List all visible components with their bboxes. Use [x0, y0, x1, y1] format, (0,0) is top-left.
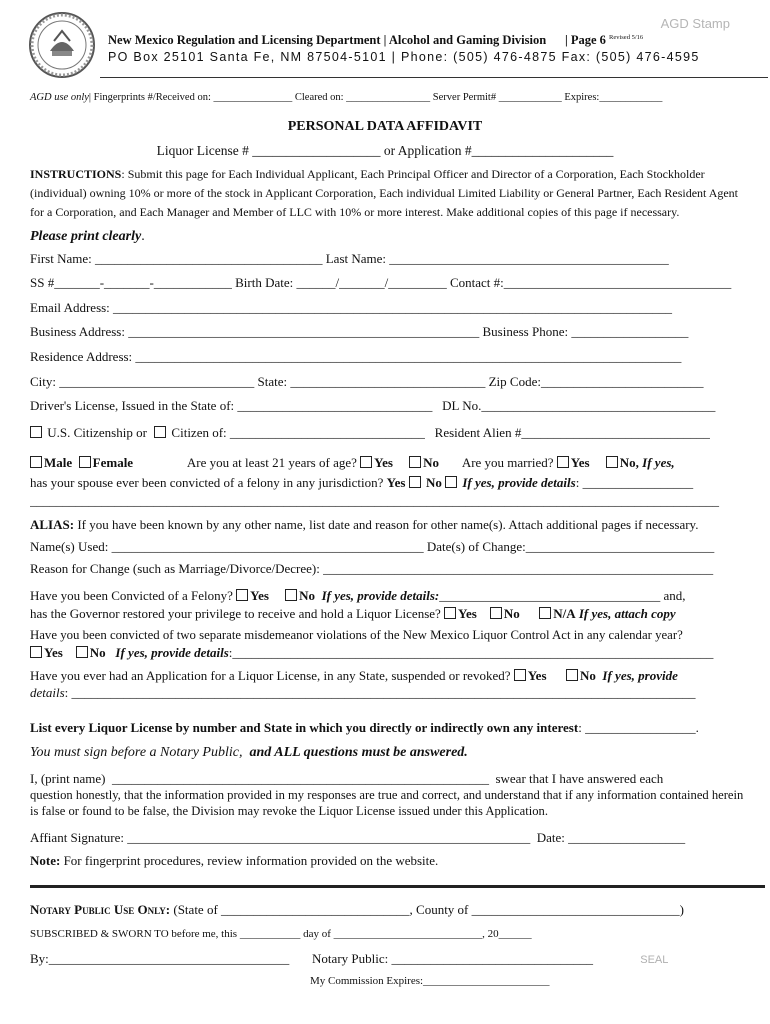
misdemeanor-no-checkbox[interactable] — [76, 646, 88, 658]
age-yes-checkbox[interactable] — [360, 456, 372, 468]
spouse-felony-row: has your spouse ever been convicted of a felony in any jurisdiction? Yes No If yes, provide details: _________________ — [30, 475, 694, 490]
alias-reason-field[interactable]: Reason for Change (such as Marriage/Divorce/Decree): ____________________________________________________________ — [30, 561, 714, 576]
state-seal-logo — [28, 11, 96, 79]
application-details-line[interactable]: details: ________________________________________________________________________________________________ — [30, 685, 696, 700]
spouse-yes-checkbox[interactable] — [409, 476, 421, 488]
department-title: New Mexico Regulation and Licensing Department | Alcohol and Gaming Division | Page 6 $^{Revised 5/16}$ — [108, 33, 644, 47]
married-no-checkbox[interactable] — [606, 456, 618, 468]
revised-date: Revised 5/16 — [609, 33, 644, 41]
felony-yes-checkbox[interactable] — [236, 589, 248, 601]
notary-divider — [30, 885, 765, 888]
governor-yes-checkbox[interactable] — [444, 607, 456, 619]
governor-no-checkbox[interactable] — [490, 607, 502, 619]
governor-na-checkbox[interactable] — [539, 607, 551, 619]
application-yes-checkbox[interactable] — [514, 669, 526, 681]
seal-placeholder: SEAL — [640, 954, 669, 966]
application-no-checkbox[interactable] — [566, 669, 578, 681]
name-fields[interactable]: First Name: ___________________________________ Last Name: ___________________________________________ — [30, 251, 669, 266]
agd-use-line: AGD use only| Fingerprints #/Received on: _______________ Cleared on: ________________ Server Permit# ____________ Expires:____________ — [30, 92, 663, 103]
male-checkbox[interactable] — [30, 456, 42, 468]
commission-expires-line[interactable]: My Commission Expires:_______________________ — [310, 975, 550, 987]
misdemeanor-yes-checkbox[interactable] — [30, 646, 42, 658]
misdemeanor-answer-row: Yes No If yes, provide details:__________________________________________________________________________ — [30, 645, 750, 661]
notary-warning: You must sign before a Notary Public, and ALL questions must be answered. — [30, 745, 468, 760]
affiant-signature-row[interactable]: Affiant Signature: ______________________________________________________________ Date: __________________ — [30, 830, 686, 845]
age-no-checkbox[interactable] — [409, 456, 421, 468]
notary-by-row[interactable]: By:_____________________________________ Notary Public: _______________________________ SEAL — [30, 951, 669, 966]
subscribed-sworn-line[interactable]: SUBSCRIBED & SWORN TO before me, this ___________ day of ___________________________, 20______ — [30, 928, 532, 940]
application-revoked-question: Have you ever had an Application for a Liquor License, in any State, suspended or revoked? Yes No If yes, provide — [30, 668, 678, 683]
female-checkbox[interactable] — [79, 456, 91, 468]
spouse-details-line[interactable]: __________________________________________________________________________________________________________ — [30, 493, 719, 508]
department-address: PO Box 25101 Santa Fe, NM 87504-5101 | Phone: (505) 476-4875 Fax: (505) 476-4595 — [108, 50, 700, 64]
email-field[interactable]: Email Address: ______________________________________________________________________________________ — [30, 300, 673, 315]
alias-names-fields[interactable]: Name(s) Used: ________________________________________________ Date(s) of Change:_____________________________ — [30, 539, 715, 554]
misdemeanor-question: Have you been convicted of two separate misdemeanor violations of the New Mexico Liquor Control Act in any calendar year? — [30, 628, 683, 642]
header-divider — [100, 77, 768, 78]
gender-age-married-row: Male Female Are you at least 21 years of age? Yes No Are you married? Yes No, If yes, — [30, 455, 750, 471]
residence-field[interactable]: Residence Address: ____________________________________________________________________________________ — [30, 349, 682, 364]
spouse-no-checkbox[interactable] — [445, 476, 457, 488]
citizen-of-checkbox[interactable] — [154, 426, 166, 438]
oath-first-line[interactable]: I, (print name) __________________________________________________________ swear that I have answered each — [30, 771, 664, 786]
form-title: PERSONAL DATA AFFIDAVIT — [287, 119, 483, 134]
felony-question: Have you been Convicted of a Felony? Yes No If yes, provide details:__________________________________ and, — [30, 588, 686, 603]
notary-state-county-row[interactable]: Notary Public Use Only: (State of _____________________________, County of ________________________________) — [30, 902, 684, 917]
fingerprint-note: Note: For fingerprint procedures, review information provided on the website. — [30, 853, 439, 868]
citizenship-fields[interactable]: U.S. Citizenship or Citizen of: ______________________________ Resident Alien #_____________________________ — [30, 425, 750, 441]
married-yes-checkbox[interactable] — [557, 456, 569, 468]
print-clearly-heading: Please print clearly. — [30, 229, 145, 244]
alias-instructions: ALIAS: If you have been known by any other name, list date and reason for other name(s). Attach additional pages if necessary. — [30, 517, 699, 532]
city-state-zip-fields[interactable]: City: ______________________________ State: ______________________________ Zip Code:_________________________ — [30, 374, 704, 389]
license-application-line[interactable]: Liquor License # ___________________ or Application #_____________________ — [156, 143, 614, 158]
governor-restored-question: has the Governor restored your privilege to receive and hold a Liquor License? Yes No N/A If yes, attach copy — [30, 606, 676, 621]
agd-stamp-label: AGD Stamp — [660, 16, 730, 31]
oath-text: question honestly, that the information provided in my responses are true and correct, and understand that if any information contained herein is false or found to be false, the Division may revoke the Liquor License issued under this Application. — [30, 788, 744, 818]
business-fields[interactable]: Business Address: ______________________________________________________ Business Phone: __________________ — [30, 324, 689, 339]
page-number: | Page 6 — [564, 33, 606, 47]
instructions: INSTRUCTIONS: Submit this page for Each Individual Applicant, Each Principal Officer and Director of a Corporation, Each Stockholder (individual) owning 10% or more of the stock in Applicant Corporation, Each individual Limited Liability or General Partner, Each Resident Agent for a Corporation, and Each Manager and Member of LLC with 10% or more interest. Make additional copies of this page if necessary. — [30, 167, 739, 219]
drivers-license-fields[interactable]: Driver's License, Issued in the State of: ______________________________ DL No.____________________________________ — [30, 398, 716, 413]
liquor-interest-question[interactable]: List every Liquor License by number and State in which you directly or indirectly own any interest: _________________. — [30, 720, 699, 735]
ss-birth-contact-fields[interactable]: SS #_______-_______-____________ Birth Date: ______/_______/_________ Contact #:___________________________________ — [30, 275, 732, 290]
us-citizenship-checkbox[interactable] — [30, 426, 42, 438]
felony-no-checkbox[interactable] — [285, 589, 297, 601]
